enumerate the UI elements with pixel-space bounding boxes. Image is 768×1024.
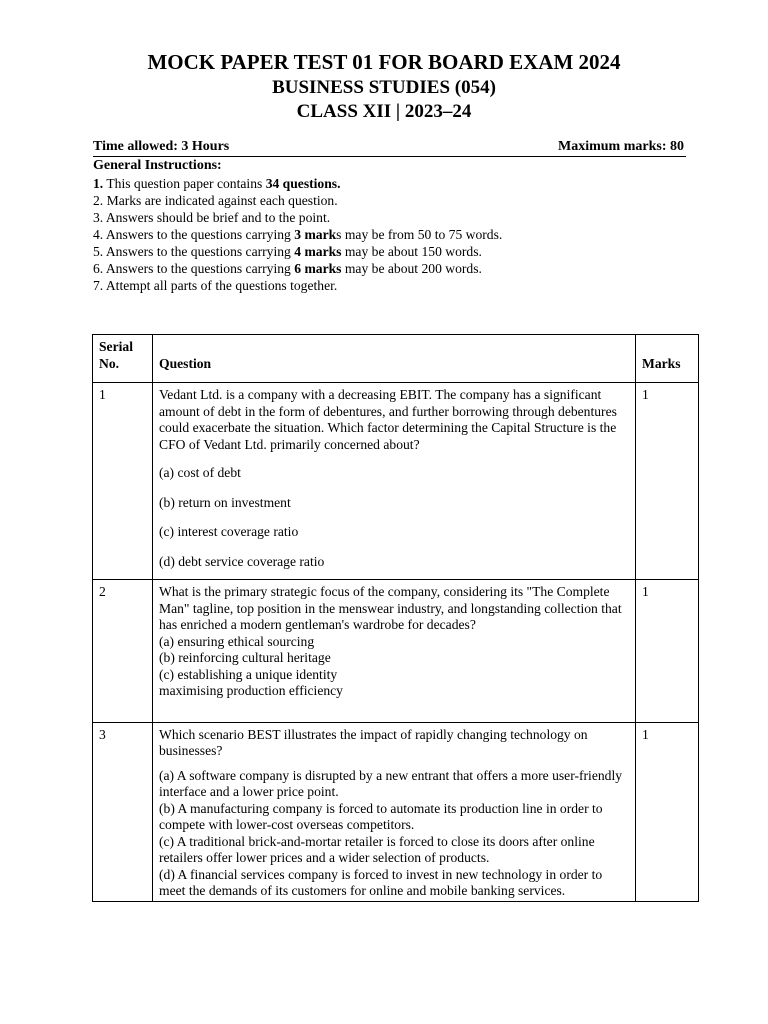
marks-header-label: Marks: [642, 355, 681, 371]
instruction-number: 7.: [93, 278, 104, 293]
instruction-item: [93, 175, 502, 192]
serial-cell: 2: [93, 580, 153, 723]
question-table: [92, 334, 699, 902]
option-item: (b) A manufacturing company is forced to automate its production line in order to compete with lower-cost overseas competitors.: [159, 800, 603, 832]
instruction-number: 6.: [93, 261, 104, 276]
question-text: Which scenario BEST illustrates the impact of rapidly changing technology on businesses?: [159, 726, 588, 758]
instruction-text-end: may be about 150 words.: [341, 244, 482, 259]
instruction-number: 3.: [93, 210, 104, 225]
question-cell: [153, 722, 636, 901]
marks-column-header: [636, 335, 699, 383]
table-row: [93, 383, 699, 580]
option-item: (a) cost of debt: [159, 465, 241, 480]
instruction-text: Attempt all parts of the questions together.: [105, 278, 338, 293]
instruction-bold-text: 3 mark: [294, 227, 337, 242]
marks-cell: 1: [636, 722, 699, 901]
instruction-item: [93, 192, 502, 209]
instruction-number: 4.: [93, 227, 104, 242]
instruction-item: [93, 226, 502, 243]
serial-cell: 3: [93, 722, 153, 901]
option-item: (d) debt service coverage ratio: [159, 553, 325, 569]
marks-cell: 1: [636, 383, 699, 580]
time-allowed: Time allowed: 3 Hours: [93, 139, 230, 154]
question-header-label: Question: [159, 355, 212, 371]
question-text: Vedant Ltd. is a company with a decreasing EBIT. The company has a significant amount of debt in the form of debentures, and further borrowing through debentures could exacerbate the situation. Which factor determining the Capital Structure is the CFO of Vedant Ltd. primarily concerned about?: [159, 387, 617, 452]
instructions-list: [93, 175, 502, 294]
marks-cell: 1: [636, 580, 699, 723]
serial-header-line-1: Serial: [99, 339, 133, 354]
option-item: (d) A financial services company is forced to invest in new technology in order to meet the demands of its customers for online and mobile banking services.: [159, 866, 603, 898]
question-spacer: [159, 760, 629, 768]
table-row: [93, 580, 699, 723]
class-title: CLASS XII | 2023–24: [296, 101, 472, 122]
instruction-number: 1.: [93, 176, 104, 191]
instruction-bold-text: 6 marks: [294, 261, 342, 276]
instruction-item: [93, 243, 502, 260]
instruction-text: Answers to the questions carrying: [105, 244, 295, 259]
instruction-item: [93, 277, 502, 294]
option-item: (a) ensuring ethical sourcing: [159, 633, 315, 649]
question-column-header: [153, 335, 636, 383]
instruction-text: Answers should be brief and to the point.: [105, 210, 331, 225]
option-item: (c) A traditional brick-and-mortar retailer is forced to close its doors after online retailers offer lower prices and a wider selection of products.: [159, 833, 595, 865]
option-item: (b) return on investment: [159, 494, 291, 510]
question-text: What is the primary strategic focus of the company, considering its "The Complete Man" tagline, top position in the menswear industry, and longstanding collection that has enriched a modern gentleman's wardrobe for decades?: [159, 584, 622, 632]
instruction-text: Marks are indicated against each question.: [106, 193, 338, 208]
instruction-text: Answers to the questions carrying: [105, 227, 295, 242]
maximum-marks: Maximum marks: 80: [558, 139, 684, 154]
instruction-bold-text: 4 marks: [294, 244, 342, 259]
serial-cell: 1: [93, 383, 153, 580]
instruction-bold-text: 34 questions.: [265, 176, 341, 191]
instruction-number: 2.: [93, 193, 104, 208]
instruction-number: 5.: [93, 244, 104, 259]
instruction-text: This question paper contains: [106, 176, 266, 191]
instruction-text: Answers to the questions carrying: [105, 261, 295, 276]
instruction-item: [93, 209, 502, 226]
paper-title: MOCK PAPER TEST 01 FOR BOARD EXAM 2024: [147, 50, 621, 74]
option-item: (c) interest coverage ratio: [159, 524, 299, 539]
option-item: (c) establishing a unique identity: [159, 666, 338, 682]
header-divider: [93, 156, 686, 157]
option-item: maximising production efficiency: [159, 683, 343, 698]
option-item: (a) A software company is disrupted by a new entrant that offers a more user-friendly interface and a lower price point.: [159, 767, 623, 799]
option-item: (b) reinforcing cultural heritage: [159, 650, 331, 665]
question-cell: [153, 383, 636, 580]
instruction-text-end: s may be from 50 to 75 words.: [336, 227, 503, 242]
serial-header-line-2: No.: [99, 355, 120, 371]
serial-column-header: [93, 335, 153, 383]
table-row: [93, 722, 699, 901]
subject-title: BUSINESS STUDIES (054): [272, 77, 496, 98]
instruction-text-end: may be about 200 words.: [341, 261, 482, 276]
question-cell: [153, 580, 636, 723]
instruction-item: [93, 260, 502, 277]
table-header-row: [93, 335, 699, 383]
instructions-heading: General Instructions:: [93, 158, 222, 173]
